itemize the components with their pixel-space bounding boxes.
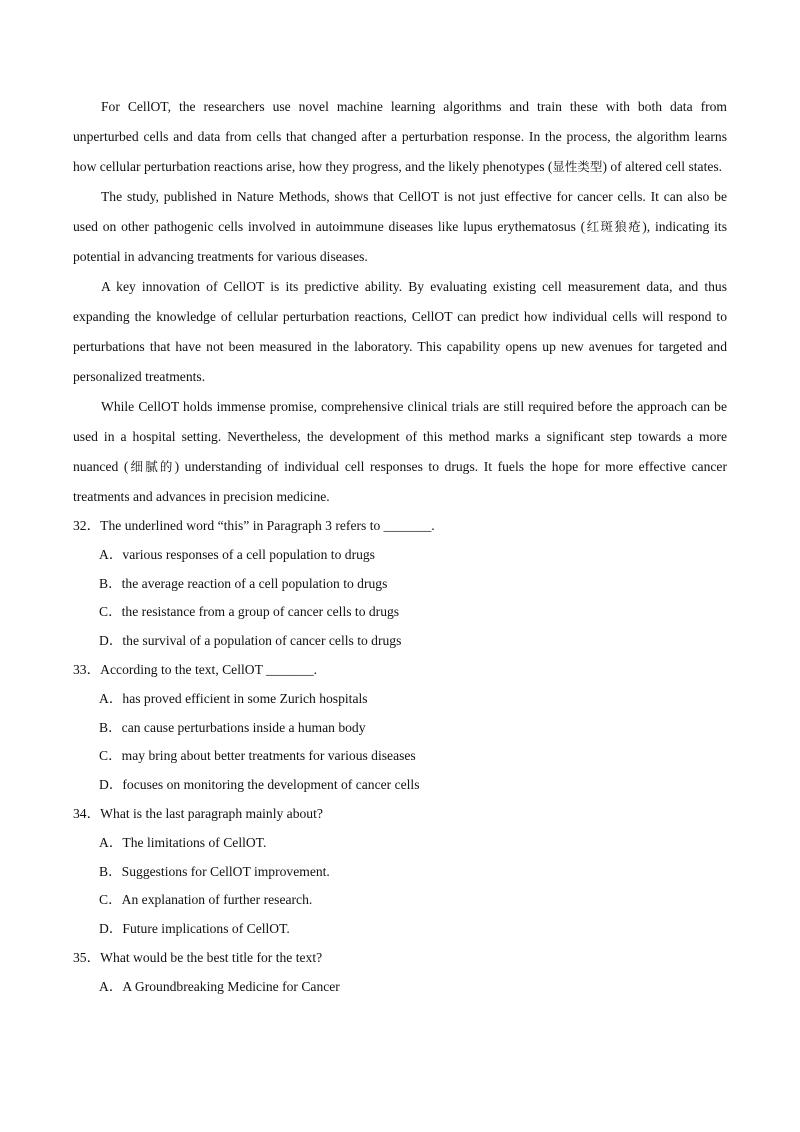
paragraph-text: While CellOT holds immense promise, comprehensive clinical trials are still required before the approach can be used in a hospital setting. Nevertheless, the development of this method marks a significant step towards a more nuanced ( bbox=[73, 399, 727, 474]
chinese-gloss: 显性类型 bbox=[552, 159, 603, 174]
option-d: D．the survival of a population of cancer cells to drugs bbox=[99, 633, 402, 649]
option-b: B．can cause perturbations inside a human body bbox=[99, 719, 366, 735]
paragraph-text: The study, published in Nature Methods, shows that CellOT is not just effective for cancer cells. It can also be used on other pathogenic cells involved in autoimmune diseases like lupus erythematosus ( bbox=[73, 189, 727, 234]
paragraph-text: A key innovation of CellOT is its predictive ability. By evaluating existing cell measurement data, and thus expanding the knowledge of cellular perturbation reactions, CellOT can predict how individual cells will respond to perturbations that have not been measured in the laboratory. This capability opens up new avenues for targeted and personalized treatments. bbox=[73, 279, 727, 384]
chinese-gloss: 红斑狼疮 bbox=[585, 219, 643, 234]
passage-paragraph-4 bbox=[73, 392, 727, 512]
passage-paragraph-3 bbox=[73, 272, 727, 392]
option-c: C．An explanation of further research. bbox=[99, 892, 313, 908]
paragraph-text: ) of altered cell states. bbox=[602, 159, 723, 174]
option-a: A．various responses of a cell population to drugs bbox=[99, 546, 375, 562]
option-a: A．The limitations of CellOT. bbox=[99, 834, 267, 850]
question-32 bbox=[73, 512, 727, 656]
question-stem: 35．What would be the best title for the text? bbox=[73, 949, 323, 965]
question-33 bbox=[73, 656, 727, 800]
document-page bbox=[73, 92, 727, 1002]
question-34 bbox=[73, 800, 727, 944]
option-c: C．the resistance from a group of cancer cells to drugs bbox=[99, 604, 400, 620]
passage-paragraph-1 bbox=[73, 92, 727, 182]
paragraph-text: For CellOT, the researchers use novel machine learning algorithms and train these with both data from unperturbed cells and data from cells that changed after a perturbation response. In the process, the algorithm learns how cellular perturbation reactions arise, how they progress, and the likely phenotypes ( bbox=[73, 99, 727, 174]
passage-paragraph-2 bbox=[73, 182, 727, 272]
option-a: A．has proved efficient in some Zurich hospitals bbox=[99, 690, 368, 706]
chinese-gloss: 细腻的 bbox=[128, 459, 175, 474]
question-35 bbox=[73, 944, 727, 1002]
option-d: D．focuses on monitoring the development of cancer cells bbox=[99, 777, 420, 793]
question-stem: 33．According to the text, CellOT _______. bbox=[73, 661, 318, 677]
option-b: B．Suggestions for CellOT improvement. bbox=[99, 863, 330, 879]
paragraph-text: ), indicating its potential in advancing treatments for various diseases. bbox=[73, 219, 727, 264]
option-b: B．the average reaction of a cell population to drugs bbox=[99, 575, 388, 591]
question-stem: 34．What is the last paragraph mainly about? bbox=[73, 805, 323, 821]
option-c: C．may bring about better treatments for various diseases bbox=[99, 748, 416, 764]
question-stem: 32．The underlined word “this” in Paragraph 3 refers to _______. bbox=[73, 518, 435, 533]
option-d: D．Future implications of CellOT. bbox=[99, 921, 290, 937]
paragraph-text: ) understanding of individual cell responses to drugs. It fuels the hope for more effective cancer treatments and advances in precision medicine. bbox=[73, 459, 727, 504]
option-a: A．A Groundbreaking Medicine for Cancer bbox=[99, 978, 340, 994]
